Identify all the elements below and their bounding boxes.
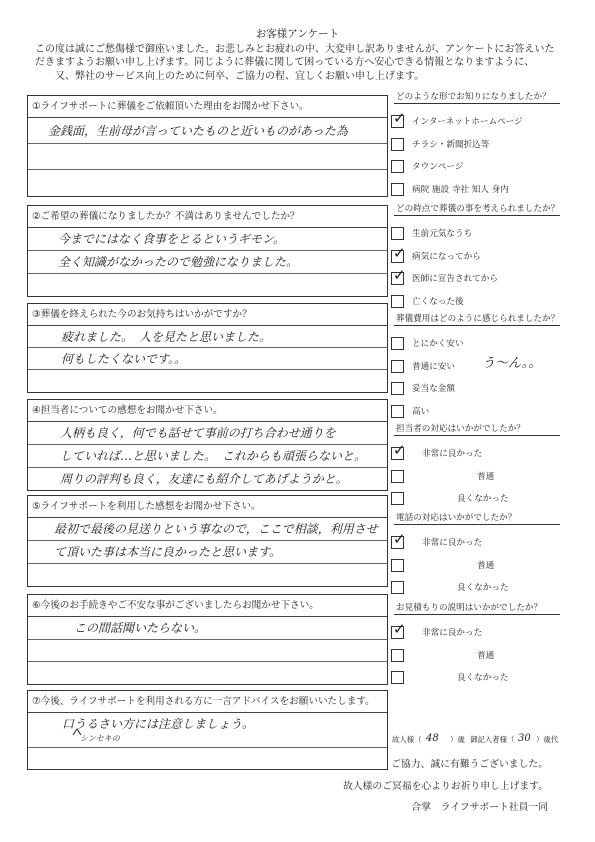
checkbox [391,492,404,505]
checkbox [391,337,404,350]
check-mark-icon: ✓ [393,243,406,262]
section-heading: 担当者の対応はいかがでしたか？ [394,421,560,436]
section-heading: どの時点で葬儀の事を考えられましたか？ [394,201,560,216]
option-label: 非常に良かった [422,538,483,548]
deceased-age-value: 48 [426,733,439,744]
checkbox [391,243,406,263]
deceased-age-unit: ）歳 [450,735,465,744]
question-box-1 [27,95,388,197]
answer-line [28,170,387,196]
handwritten-answer: この間話聞いたらない。 [74,621,207,635]
section-how-known [390,89,562,201]
answer-line [28,445,387,468]
section-estimate-explanation [390,600,562,690]
answer-line [28,564,387,586]
answer-line [28,748,387,769]
option-label: 良くなかった [457,673,509,683]
question-label: ④担当者についての感想をお聞かせ下さい。 [28,400,387,422]
checkbox [391,620,406,639]
option-row [390,466,562,489]
footer-signature: 合掌 ライフサポート社員一同 [411,802,548,813]
answer-line [28,118,387,144]
answer-line [28,251,387,274]
intro-line: 又、弊社のサービス向上のために何卒、ご協力の程、宜しくお願い申し上げます。 [55,71,425,82]
checkbox [391,295,404,308]
option-row [390,401,562,424]
deceased-age-label: 故人様（ [392,735,422,744]
checkbox [391,160,404,173]
option-row [390,156,562,179]
option-label: 非常に良かった [422,628,483,638]
option-label: 普通 [477,650,495,661]
checkbox [391,360,404,373]
section-heading: 電話の対応はいかがでしたか？ [394,510,560,525]
answer-line [28,422,387,445]
handwritten-answer: 何もしたくないです。。 [61,352,187,366]
option-row [390,645,562,668]
intro-line: だきますようお願い申し上げます。同じように葬儀に関して困っている方へ安心できる情報となりますように、 [35,57,535,68]
checkbox [391,530,406,549]
question-box-5 [27,495,388,587]
section-heading: どのような形でお知りになりましたか？ [394,89,560,104]
footer-condolence: 故人様のご冥福を心よりお祈り申し上げます。 [343,781,548,792]
option-row [390,223,562,246]
option-row [390,555,562,578]
check-mark-icon: ✓ [393,109,406,127]
section-staff-response [390,421,562,511]
option-row [390,667,562,690]
option-row [390,268,562,291]
answer-line [28,468,387,490]
option-label: 妥当な金額 [412,384,455,394]
option-label: 医師に宣告されてから [412,274,498,284]
question-label: ⑦今後、ライフサポートを利用される方に一言アドバイスをお願いいたします。 [28,691,387,713]
option-label: 普通に安い [412,361,455,372]
page-title: お客様アンケート [255,28,340,40]
answer-line [28,541,387,564]
option-label: 良くなかった [457,494,509,504]
option-label: 良くなかった [457,583,509,593]
handwritten-answer: 金銭面，生前母が言っていたものと近いものがあった為 [48,124,348,138]
handwritten-answer: 疲れました。 人を見たと思いました。 [61,330,272,344]
answer-line [28,640,387,662]
option-label: 亡くなった後 [412,296,464,307]
answer-line [28,274,387,296]
intro-line: この度は誠にご愁傷様で御座いました。お悲しみとお疲れの中、大変申し訳ありませんが、アンケートにお答えいた [35,44,555,55]
option-label: とにかく安い [412,339,464,349]
checkbox [391,559,404,572]
answer-line [28,228,387,251]
section-when-considered [390,201,562,313]
option-row [390,179,562,202]
answer-line [28,518,387,541]
writer-age-unit: ）歳代 [536,735,559,744]
answer-line [28,662,387,684]
check-mark-icon: ✓ [393,620,406,638]
section-phone-response [390,510,562,600]
answer-line [28,370,387,392]
option-row [390,378,562,401]
answer-line [28,326,387,348]
checkbox [391,183,404,196]
question-label: ②ご希望の葬儀になりましたか？不満はありませんでしたか？ [28,206,387,228]
question-box-7 [27,690,388,770]
option-row [390,488,562,511]
footer-thanks: ご協力、誠に有難うございました。 [391,759,548,770]
question-label: ⑥今後のお手続きやご不安な事がございましたらお聞かせ下さい。 [28,595,387,617]
handwritten-answer: 全く知識がなかったので勉強になりました。 [58,255,299,269]
checkbox [391,470,404,483]
checkbox [391,138,404,151]
age-line [390,732,565,748]
answer-line [28,713,387,748]
handwritten-answer: していれば…と思いました。 これからも頑張らないと。 [60,449,367,463]
writer-age-value: 30 [518,733,531,744]
check-mark-icon: ✓ [393,266,406,284]
option-label: 非常に良かった [422,449,483,459]
handwritten-answer: 最初で最後の見送りという事なので，ここで相談，利用させ [54,522,378,536]
question-box-6 [27,594,388,685]
option-label: 生前元気なうち [412,229,473,239]
option-row [390,532,562,555]
handwritten-answer: 周りの評判も良く，友達にも紹介してあげようかと。 [60,472,348,486]
checkbox [391,649,404,662]
question-box-2 [27,205,388,297]
answer-line [28,144,387,170]
option-row [390,243,562,269]
check-mark-icon: ✓ [393,530,406,548]
checkbox [391,671,404,684]
question-label: ③葬儀を終えられた今のお気持ちはいかがですか？ [28,304,387,326]
handwritten-insertion: シンセキの [80,734,120,743]
option-row [390,443,562,466]
option-label: 病院 施設 寺社 知人 身内 [412,184,509,195]
checkbox [391,405,404,418]
option-label: インターネットホームページ [412,117,523,127]
question-label: ①ライフサポートに葬儀をご依頼頂いた理由をお聞かせ下さい。 [28,96,387,118]
checkbox [391,581,404,594]
option-label: 高い [412,406,430,417]
section-heading: お見積もりの説明はいかがでしたか？ [394,600,560,615]
handwritten-answer: 人柄も良く，何でも話せて事前の打ち合わせ通りを [60,426,336,440]
handwritten-answer: 今までにはなく食事をとるというギモン。 [58,232,286,246]
handwritten-price-note: う〜ん。。 [482,356,542,371]
option-label: 普通 [477,471,495,482]
answer-line [28,348,387,370]
section-heading: 葬儀費用はどのように感じられましたか？ [394,311,560,326]
check-mark-icon: ✓ [393,441,406,459]
writer-age-label: 御記入者様（ [470,735,515,744]
handwritten-answer: 口うるさい方には注意しましょう。 [62,717,255,731]
handwritten-answer: て頂いた事は本当に良かったと思います。 [54,545,282,559]
checkbox [391,266,406,285]
option-label: 普通 [477,560,495,571]
checkbox [391,382,404,395]
option-row [390,577,562,600]
option-row [390,134,562,157]
checkbox [391,227,404,240]
option-row [390,622,562,645]
checkbox [391,109,406,128]
option-row [390,111,562,134]
option-label: タウンページ [412,162,464,172]
checkbox [391,441,406,460]
option-label: チラシ・新聞折込等 [412,139,490,150]
option-row [390,291,562,314]
question-box-4 [27,399,388,491]
answer-line [28,617,387,640]
option-label: 病気になってから [412,251,481,262]
question-label: ⑤ライフサポートを利用した感想をお聞かせ下さい。 [28,496,387,518]
question-box-3 [27,303,388,393]
